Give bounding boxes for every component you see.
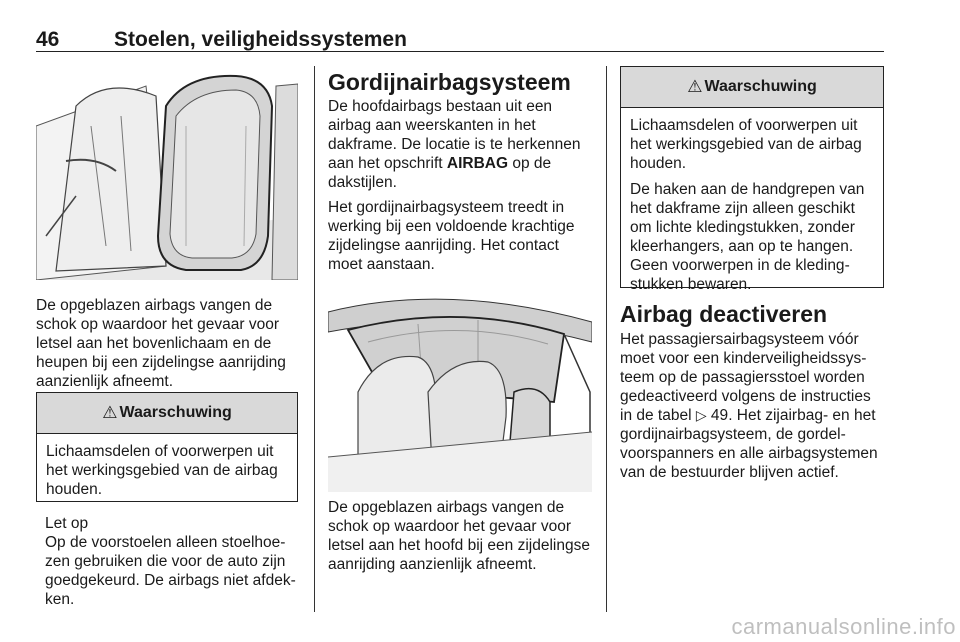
section-heading-curtain-airbag: Gordijnairbagsysteem	[328, 69, 571, 95]
curtain-airbag-caption-block	[328, 498, 596, 574]
warning-header	[37, 393, 297, 434]
warning-triangle-icon: ⚠	[687, 77, 703, 96]
warning-title: Waarschuwing	[704, 78, 817, 95]
warning-text: Lichaamsdelen of voorwerpen uit het werkingsgebied van de airbag houden.	[46, 443, 278, 498]
section-heading-deactivate-airbag: Airbag deactiveren	[620, 301, 828, 327]
deactivate-airbag-paragraph: Het passagiersairbagsysteem vóór moet voor een kinderveiligheidssysteem op de passagiersstoel worden gedeactiveerd volgens de instructies in de tabel ▷ 49. Het zijairbag- en het gordijnairbagsysteem, de gordelvoorspanners en alle airbagsystemen van de bestuurder blijven actief.	[620, 331, 878, 481]
page-reference-link[interactable]: 49	[706, 407, 729, 424]
column-divider-2	[606, 66, 607, 612]
column-divider-1	[314, 66, 315, 612]
column-3-text	[620, 300, 886, 482]
curtain-airbag-paragraph-2: Het gordijnairbagsysteem treedt in werking bij een voldoende krachtige zijdelingse aanrijding. Het contact moet aanstaan.	[328, 199, 575, 273]
warning-box-1	[36, 392, 298, 502]
curtain-airbag-paragraph-1: De hoofdairbags bestaan uit een airbag aan weerskanten in het dakframe. De locatie is te herkennen aan het opschrift AIRBAG op de dakstijlen.	[328, 98, 581, 191]
warning-title: Waarschuwing	[119, 404, 232, 421]
warning-header	[621, 67, 883, 108]
header-rule	[36, 51, 884, 52]
warning-text-2: De haken aan de handgrepen van het dakframe zijn alleen geschikt om lichte kledingstukken, zonder kleerhangers, aan op te hangen. Geen voorwerpen in de kledingstukken bewaren.	[630, 181, 865, 293]
page-header	[36, 28, 884, 52]
warning-body	[37, 434, 297, 507]
note-block	[45, 514, 299, 609]
airbag-label: AIRBAG	[446, 155, 509, 172]
note-text: Op de voorstoelen alleen stoelhoezen gebruiken die voor de auto zijn goedgekeurd. De airbags niet afdekken.	[45, 534, 296, 608]
page-number: 46	[36, 28, 60, 51]
curtain-airbag-caption: De opgeblazen airbags vangen de schok op waardoor het gevaar voor letsel aan het hoofd bij een zijdelingse aanrijding aanzienlijk afneemt.	[328, 499, 590, 573]
watermark: carmanualsonline.info	[731, 614, 956, 639]
side-airbag-illustration	[36, 66, 298, 280]
warning-triangle-icon: ⚠	[102, 403, 118, 422]
note-label: Let op	[45, 515, 89, 532]
warning-box-2	[620, 66, 884, 293]
column-2-text	[328, 68, 592, 274]
column-1-text	[36, 296, 298, 391]
page-reference-icon: ▷	[695, 407, 707, 423]
warning-body	[621, 108, 883, 302]
side-airbag-caption: De opgeblazen airbags vangen de schok op waardoor het gevaar voor letsel aan het bovenlichaam en de heupen bij een zijdelingse aanrijding aanzienlijk afneemt.	[36, 297, 286, 390]
warning-text-1: Lichaamsdelen of voorwerpen uit het werkingsgebied van de airbag houden.	[630, 117, 862, 172]
running-title: Stoelen, veiligheidssystemen	[114, 28, 407, 51]
curtain-airbag-illustration	[328, 282, 592, 492]
